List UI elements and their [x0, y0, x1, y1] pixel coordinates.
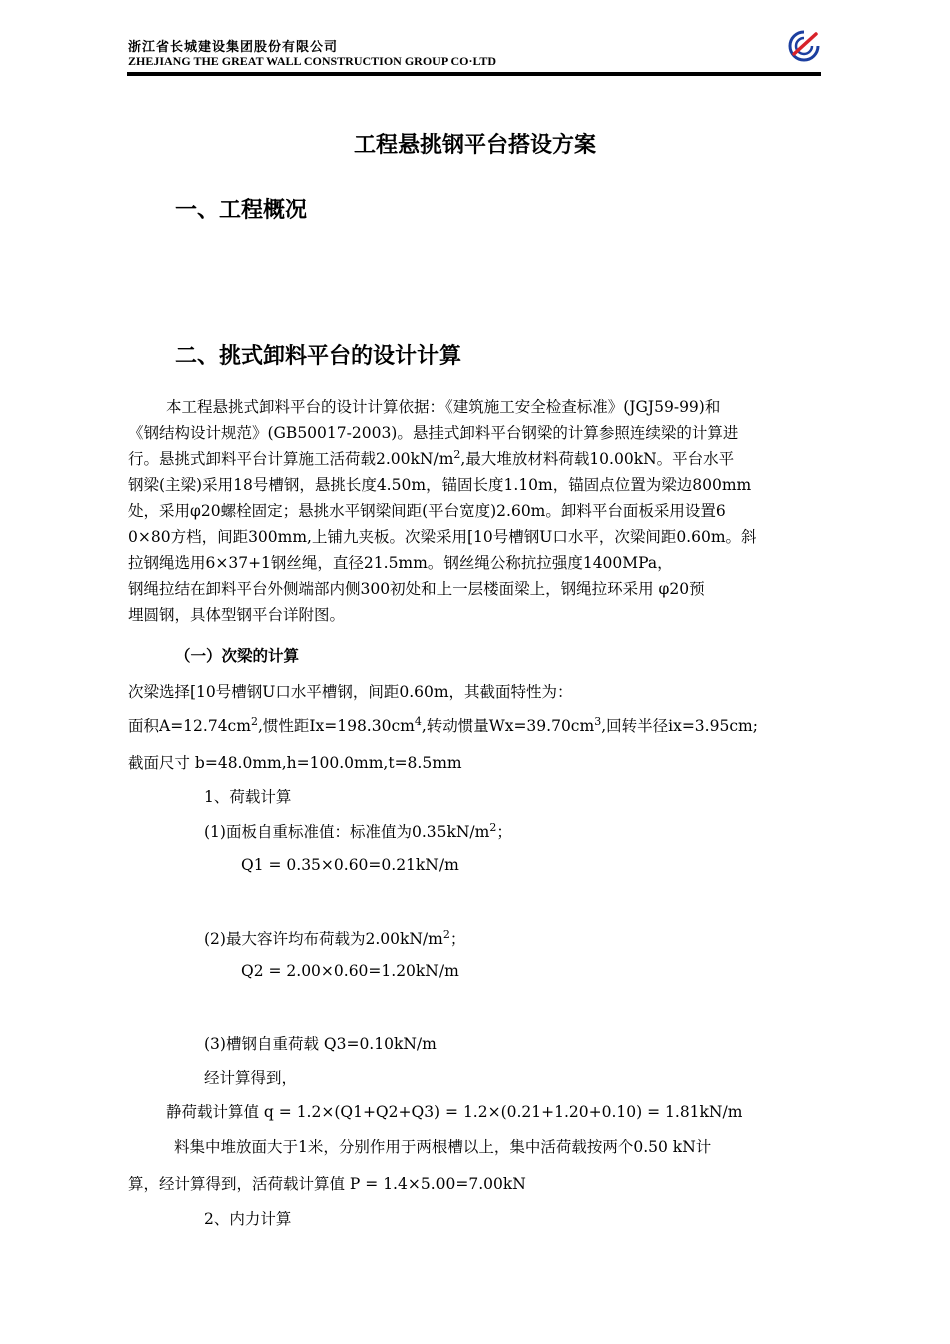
subsection-heading: （一）次梁的计算	[175, 647, 300, 665]
section-heading-design: 二、挑式卸料平台的设计计算	[175, 344, 462, 369]
header-divider	[127, 72, 821, 76]
company-name-cn: 浙江省长城建设集团股份有限公司	[128, 40, 339, 55]
text-line: 0×80方档，间距300mm,上铺九夹板。次梁采用[10号槽钢U口水平，次梁间距0.60m。斜	[128, 528, 757, 546]
live-load-text-2: 算，经计算得到，活荷载计算值 P = 1.4×5.00=7.00kN	[128, 1175, 526, 1193]
q1-formula: Q1 = 0.35×0.60=0.21kN/m	[241, 856, 459, 874]
live-load-text-1: 料集中堆放面大于1米，分别作用于两根槽以上，集中活荷载按两个0.50 kN计	[174, 1138, 712, 1156]
item3-text: (3)槽钢自重荷载 Q3=0.10kN/m	[204, 1035, 437, 1053]
section-properties-text: 面积$A=12.74cm^2$,惯性距$Ix=198.30cm^4$,转动惯量$Wx=39.70cm^3$,回转半径ix=3.95cm;	[128, 715, 758, 735]
text-line: 埋圆钢，具体型钢平台详附图。	[128, 606, 346, 624]
text-line: 钢梁(主梁)采用18号槽钢，悬挑长度4.50m，锚固长度1.10m，锚固点位置为梁边800mm	[128, 476, 752, 494]
calc-result-label: 经计算得到，	[204, 1069, 298, 1087]
intro-paragraph	[128, 394, 840, 628]
company-logo-icon	[786, 28, 822, 64]
text-line: 本工程悬挑式卸料平台的设计计算依据：《建筑施工安全检查标准》(JGJ59-99)和	[166, 398, 721, 416]
company-name-en: ZHEJIANG THE GREAT WALL CONSTRUCTION GROUP CO·LTD	[128, 54, 497, 68]
text-line: 行。悬挑式卸料平台计算施工活荷载$2.00kN/m^2$,最大堆放材料荷载10.00kN。平台水平	[128, 448, 735, 468]
beam-selection-text: 次梁选择[10号槽钢U口水平槽钢，间距0.60m，其截面特性为：	[128, 683, 573, 701]
static-load-formula: 静荷载计算值 q = 1.2×(Q1+Q2+Q3) = 1.2×(0.21+1.20+0.10) = 1.81kN/m	[166, 1103, 743, 1121]
section-size-text: 截面尺寸 b=48.0mm,h=100.0mm,t=8.5mm	[128, 754, 462, 772]
item2-text: (2)最大容许均布荷载为$2.00kN/m^2$；	[204, 928, 466, 948]
section-heading-overview: 一、工程概况	[175, 198, 308, 223]
internal-force-heading: 2、内力计算	[204, 1210, 292, 1228]
q2-formula: Q2 = 2.00×0.60=1.20kN/m	[241, 962, 459, 980]
document-title: 工程悬挑钢平台搭设方案	[353, 133, 596, 158]
text-line: 拉钢绳选用6×37+1钢丝绳，直径21.5mm。钢丝绳公称抗拉强度1400MPa，	[128, 554, 673, 572]
text-line: 钢绳拉结在卸料平台外侧端部内侧300初处和上一层楼面梁上，钢绳拉环采用 φ20预	[128, 580, 705, 598]
load-calc-heading: 1、荷载计算	[204, 788, 292, 806]
text-line: 《钢结构设计规范》(GB50017-2003)。悬挂式卸料平台钢梁的计算参照连续梁的计算进	[128, 424, 739, 442]
item1-text: (1)面板自重标准值：标准值为$0.35kN/m^2$；	[204, 821, 512, 841]
text-line: 处，采用φ20螺栓固定；悬挑水平钢梁间距(平台宽度)2.60m。卸料平台面板采用设置6	[128, 502, 726, 520]
